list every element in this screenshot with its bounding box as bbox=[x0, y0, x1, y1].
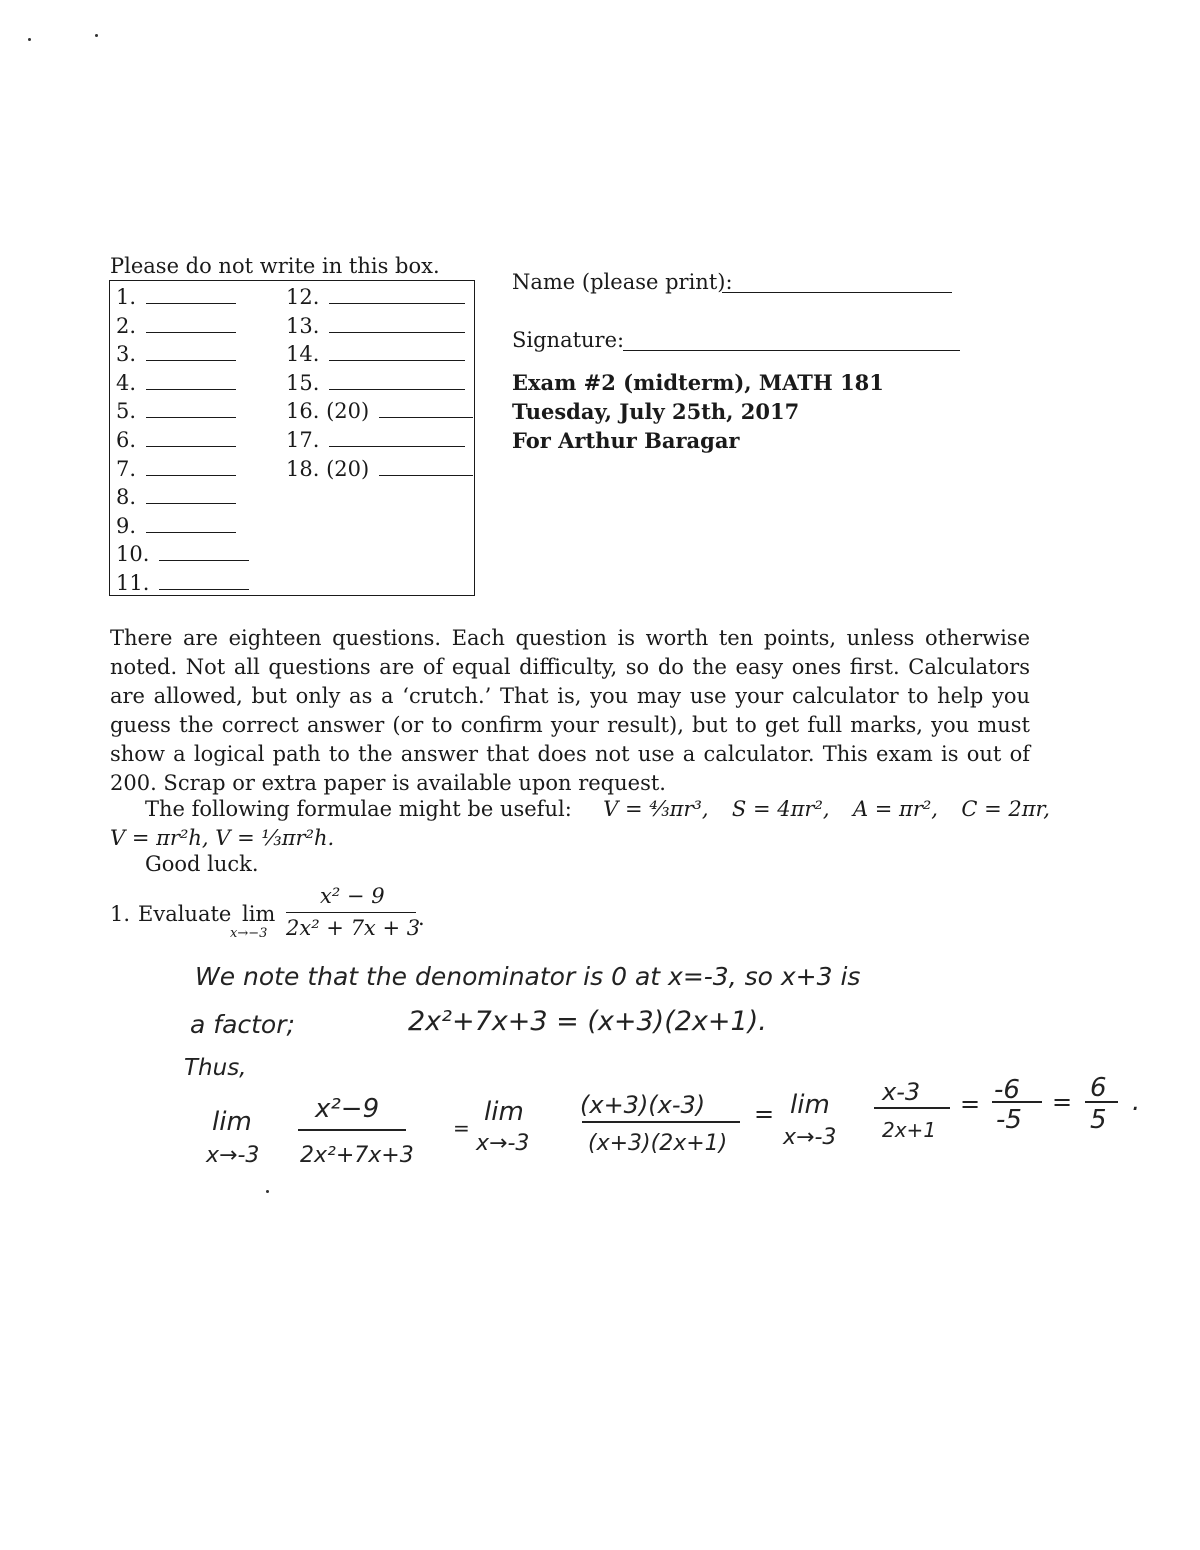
grading-row bbox=[116, 312, 236, 340]
score-blank[interactable] bbox=[329, 342, 465, 361]
grading-row-number: 6. bbox=[116, 428, 137, 452]
limit-operator: lim bbox=[242, 902, 276, 926]
grading-row-number: 5. bbox=[116, 399, 137, 424]
score-blank[interactable] bbox=[146, 285, 236, 304]
handwritten-frac4-num: -6 bbox=[994, 1075, 1020, 1105]
grading-row bbox=[286, 283, 465, 311]
handwritten-frac4-den: -5 bbox=[996, 1105, 1022, 1135]
handwritten-frac5-num: 6 bbox=[1090, 1073, 1107, 1103]
grading-row-number: 14. bbox=[286, 342, 320, 367]
handwritten-frac5-den: 5 bbox=[1090, 1105, 1107, 1135]
handwritten-frac2-num: (x+3)(x-3) bbox=[580, 1091, 706, 1119]
instructor-name: For Arthur Baragar bbox=[512, 428, 740, 453]
handwritten-frac1-den: 2x²+7x+3 bbox=[300, 1143, 414, 1168]
handwritten-lim-1-sub: x→-3 bbox=[206, 1143, 260, 1168]
formula-sphere-volume: V = ⁴⁄₃πr³, bbox=[603, 797, 709, 821]
grading-row-number: 18. (20) bbox=[286, 456, 370, 481]
grading-row bbox=[286, 455, 473, 483]
grading-row bbox=[116, 397, 236, 425]
grading-row bbox=[286, 369, 465, 397]
handwritten-equals-4: = bbox=[1052, 1088, 1073, 1116]
formula-cylinder-volume: V = πr²h, bbox=[110, 826, 209, 850]
handwritten-factor-label: a factor; bbox=[190, 1010, 295, 1039]
grading-row bbox=[116, 540, 249, 568]
score-blank[interactable] bbox=[379, 457, 473, 476]
score-blank[interactable] bbox=[159, 571, 249, 590]
grading-box bbox=[109, 280, 475, 596]
grading-row bbox=[116, 483, 236, 511]
handwritten-final-period: . bbox=[1132, 1087, 1141, 1117]
question-period: . bbox=[418, 906, 425, 930]
handwritten-frac3-den: 2x+1 bbox=[882, 1118, 937, 1142]
exam-title: Exam #2 (midterm), MATH 181 bbox=[512, 370, 884, 395]
grading-row bbox=[116, 369, 236, 397]
grading-row-number: 9. bbox=[116, 513, 137, 538]
scan-speck bbox=[266, 1190, 269, 1193]
grading-row bbox=[116, 569, 249, 597]
score-blank[interactable] bbox=[146, 399, 236, 418]
handwritten-line-1: We note that the denominator is 0 at x=-3, so x+3 is bbox=[195, 962, 861, 991]
grading-row-number: 7. bbox=[116, 456, 137, 481]
score-blank[interactable] bbox=[329, 285, 465, 304]
good-luck: Good luck. bbox=[145, 852, 259, 876]
formula-circle-area: A = πr², bbox=[852, 797, 938, 821]
grading-row bbox=[116, 455, 236, 483]
fraction-bar bbox=[286, 912, 416, 913]
score-blank[interactable] bbox=[379, 399, 473, 418]
grading-row bbox=[116, 426, 236, 454]
fraction-numerator: x² − 9 bbox=[320, 884, 385, 908]
score-blank[interactable] bbox=[146, 428, 236, 447]
handwritten-frac3-num: x-3 bbox=[882, 1078, 921, 1106]
signature-label: Signature: bbox=[512, 328, 625, 352]
score-blank[interactable] bbox=[146, 371, 236, 390]
signature-field-line[interactable] bbox=[623, 350, 960, 351]
scan-speck bbox=[28, 38, 31, 41]
grading-row bbox=[116, 340, 236, 368]
grading-row-number: 17. bbox=[286, 428, 320, 452]
grading-row-number: 1. bbox=[116, 285, 137, 309]
handwritten-equals-1: = bbox=[453, 1116, 470, 1140]
grading-row bbox=[286, 397, 473, 425]
handwritten-equals-2: = bbox=[754, 1100, 775, 1128]
handwritten-lim-2: lim bbox=[484, 1097, 524, 1127]
grading-row bbox=[286, 312, 465, 340]
formula-cone-volume: V = ⅓πr²h. bbox=[215, 826, 335, 850]
name-field-line[interactable] bbox=[722, 292, 952, 293]
handwritten-lim-3-sub: x→-3 bbox=[783, 1125, 837, 1150]
instructions-paragraph: There are eighteen questions. Each question is worth ten points, unless otherwise noted. Not all questions are of equal difficulty, so do the easy ones first. Calculators are allowed, but only as a ‘crutch.’ That is, you may use your calculator to help you guess the correct answer (or to confirm your result), but to get full marks, you must show a logical path to the answer that does not use a calculator. This exam is out of 200. Scrap or extra paper is available upon request. bbox=[110, 626, 1030, 795]
grading-box-caption: Please do not write in this box. bbox=[110, 254, 440, 278]
handwritten-answer bbox=[170, 930, 1170, 1180]
scan-speck bbox=[95, 34, 98, 37]
score-blank[interactable] bbox=[329, 428, 465, 447]
limit-subscript: x→−3 bbox=[230, 926, 268, 941]
fraction-denominator: 2x² + 7x + 3 bbox=[286, 916, 421, 940]
grading-row-number: 4. bbox=[116, 370, 137, 395]
score-blank[interactable] bbox=[329, 371, 465, 390]
formulae-line bbox=[145, 797, 1050, 821]
handwritten-equals-3: = bbox=[960, 1090, 981, 1118]
handwritten-lim-1: lim bbox=[212, 1107, 252, 1137]
score-blank[interactable] bbox=[146, 342, 236, 361]
score-blank[interactable] bbox=[146, 457, 236, 476]
name-label: Name (please print): bbox=[512, 270, 733, 294]
score-blank[interactable] bbox=[146, 485, 236, 504]
handwritten-frac2-den: (x+3)(2x+1) bbox=[588, 1131, 728, 1156]
grading-row-number: 16. (20) bbox=[286, 399, 370, 424]
grading-row-number: 8. bbox=[116, 485, 137, 510]
score-blank[interactable] bbox=[146, 314, 236, 333]
handwritten-lim-2-sub: x→-3 bbox=[476, 1131, 530, 1156]
handwritten-factorization: 2x²+7x+3 = (x+3)(2x+1). bbox=[408, 1006, 767, 1037]
grading-row-number: 15. bbox=[286, 370, 320, 395]
formula-sphere-surface: S = 4πr², bbox=[731, 797, 830, 821]
question-number: 1. bbox=[110, 902, 131, 926]
formulae-line-2 bbox=[110, 826, 334, 850]
score-blank[interactable] bbox=[329, 314, 465, 333]
grading-row-number: 2. bbox=[116, 313, 137, 338]
grading-row bbox=[286, 340, 465, 368]
formula-circumference: C = 2πr, bbox=[961, 797, 1050, 821]
handwritten-thus: Thus, bbox=[184, 1055, 247, 1081]
formulae-intro: The following formulae might be useful: bbox=[145, 797, 572, 821]
handwritten-frac1-num: x²−9 bbox=[315, 1094, 380, 1124]
question-prompt: Evaluate bbox=[138, 902, 232, 926]
score-blank[interactable] bbox=[159, 542, 249, 561]
handwritten-lim-3: lim bbox=[790, 1090, 830, 1120]
score-blank[interactable] bbox=[146, 514, 236, 533]
grading-row bbox=[286, 426, 465, 454]
grading-row-number: 12. bbox=[286, 285, 320, 309]
grading-row bbox=[116, 512, 236, 540]
grading-row-number: 11. bbox=[116, 571, 150, 595]
grading-row bbox=[116, 283, 236, 311]
grading-row-number: 3. bbox=[116, 342, 137, 367]
exam-date: Tuesday, July 25th, 2017 bbox=[512, 399, 800, 424]
grading-row-number: 10. bbox=[116, 542, 150, 567]
grading-row-number: 13. bbox=[286, 313, 320, 338]
